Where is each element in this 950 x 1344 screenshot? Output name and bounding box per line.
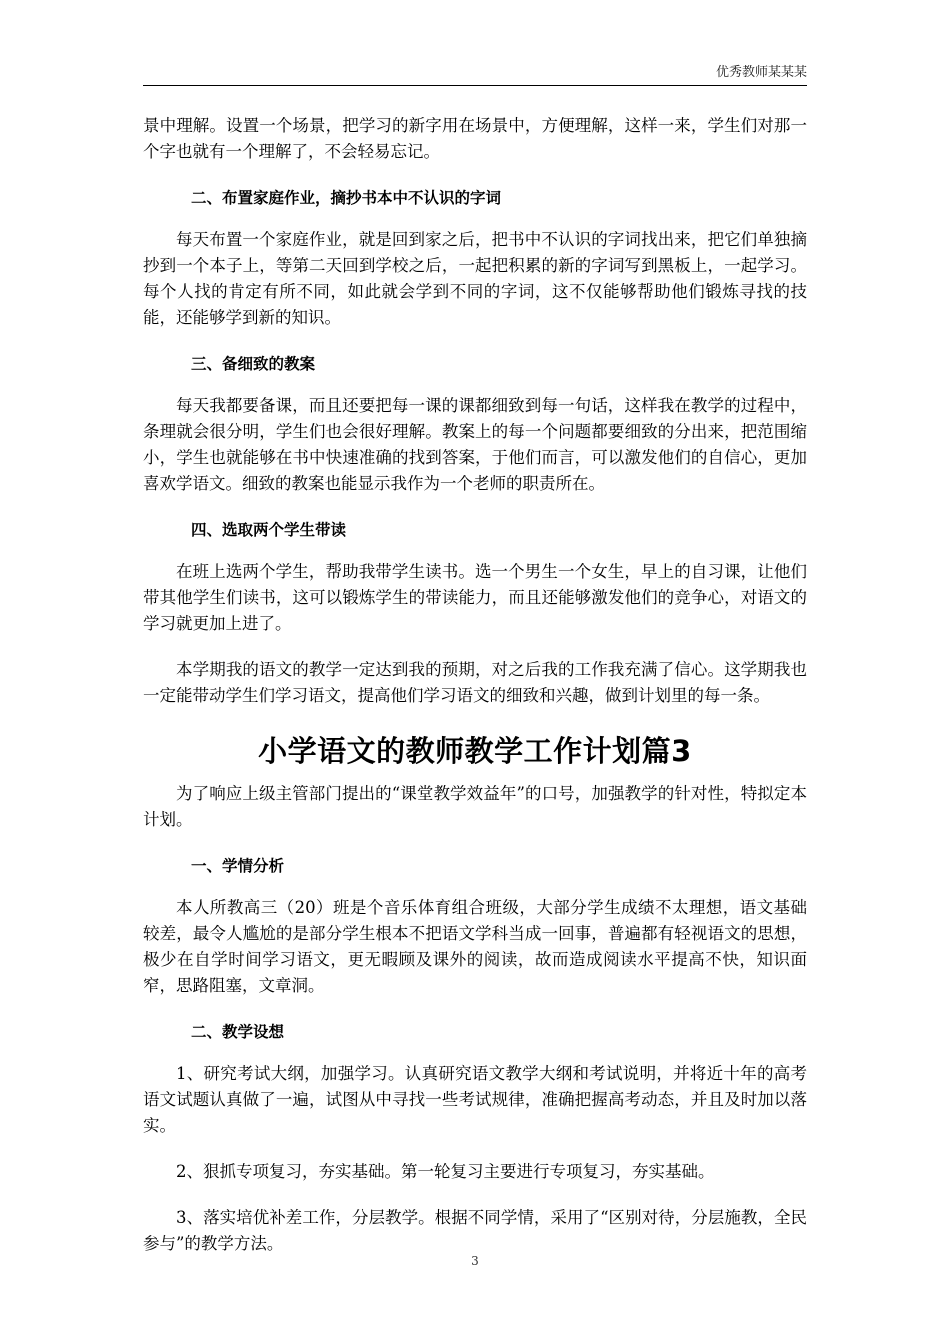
paragraph-lesson-plan: 每天我都要备课，而且还要把每一课的课都细致到每一句话，这样我在教学的过程中，条理就会很分明，学生们也会很好理解。教案上的每一个问题都要细致的分出来，把范围缩小，学生也就能够在书中快速准确的找到答案，于他们而言，可以激发他们的自信心，更加喜欢学语文。细致的教案也能显示我作为一个老师的职责所在。 (143, 396, 807, 493)
page-header-text: 优秀教师某某某 (715, 65, 807, 80)
paragraph-student-analysis: 本人所教高三（20）班是个音乐体育组合班级，大部分学生成绩不太理想，语文基础较差，最令人尴尬的是部分学生根本不把语文学科当成一回事，普遍都有轻视语文的思想，极少在自学时间学习语文，更无暇顾及课外的阅读，故而造成阅读水平提高不快，知识面窄，思路阻塞，文章洞。 (143, 898, 807, 995)
paragraph-teaching-idea-3: 3、落实培优补差工作，分层教学。根据不同学情，采用了“区别对待，分层施教，全民参与”的教学方法。 (143, 1208, 807, 1253)
paragraph-reading-leaders: 在班上选两个学生，帮助我带学生读书。选一个男生一个女生，早上的自习课，让他们带其他学生们读书，这可以锻炼学生的带读能力，而且还能够激发他们的竞争心，对语文的学习就更加上进了。 (143, 562, 807, 633)
section-heading-student-analysis: 一、学情分析 (191, 857, 285, 875)
paragraph-conclusion: 本学期我的语文的教学一定达到我的预期，对之后我的工作我充满了信心。这学期我也一定能带动学生们学习语文，提高他们学习语文的细致和兴趣，做到计划里的每一条。 (143, 660, 807, 705)
page-number: 3 (471, 1254, 479, 1268)
section-heading-lesson-plan: 三、备细致的教案 (191, 355, 316, 373)
header-rule (143, 85, 807, 86)
paragraph-continued: 景中理解。设置一个场景，把学习的新字用在场景中，方便理解，这样一来，学生们对那一个字也就有一个理解了，不会轻易忘记。 (143, 116, 807, 161)
paragraph-teaching-idea-2: 2、狠抓专项复习，夯实基础。第一轮复习主要进行专项复习，夯实基础。 (176, 1162, 715, 1181)
section-heading-reading-leaders: 四、选取两个学生带读 (191, 521, 347, 539)
paragraph-teaching-idea-1: 1、研究考试大纲，加强学习。认真研究语文教学大纲和考试说明，并将近十年的高考语文试题认真做了一遍，试图从中寻找一些考试规律，准确把握高考动态，并且及时加以落实。 (143, 1064, 807, 1135)
document-title: 小学语文的教师教学工作计划篇3 (258, 734, 692, 768)
paragraph-intro: 为了响应上级主管部门提出的“课堂教学效益年”的口号，加强教学的针对性，特拟定本计划。 (143, 784, 807, 829)
paragraph-homework: 每天布置一个家庭作业，就是回到家之后，把书中不认识的字词找出来，把它们单独摘抄到一个本子上，等第二天回到学校之后，一起把积累的新的字词写到黑板上，一起学习。每个人找的肯定有所不同，如此就会学到不同的字词，这不仅能够帮助他们锻炼寻找的技能，还能够学到新的知识。 (143, 230, 807, 327)
document-body (143, 113, 807, 1257)
section-heading-teaching-ideas: 二、教学设想 (191, 1023, 285, 1041)
section-heading-homework: 二、布置家庭作业，摘抄书本中不认识的字词 (191, 189, 502, 207)
